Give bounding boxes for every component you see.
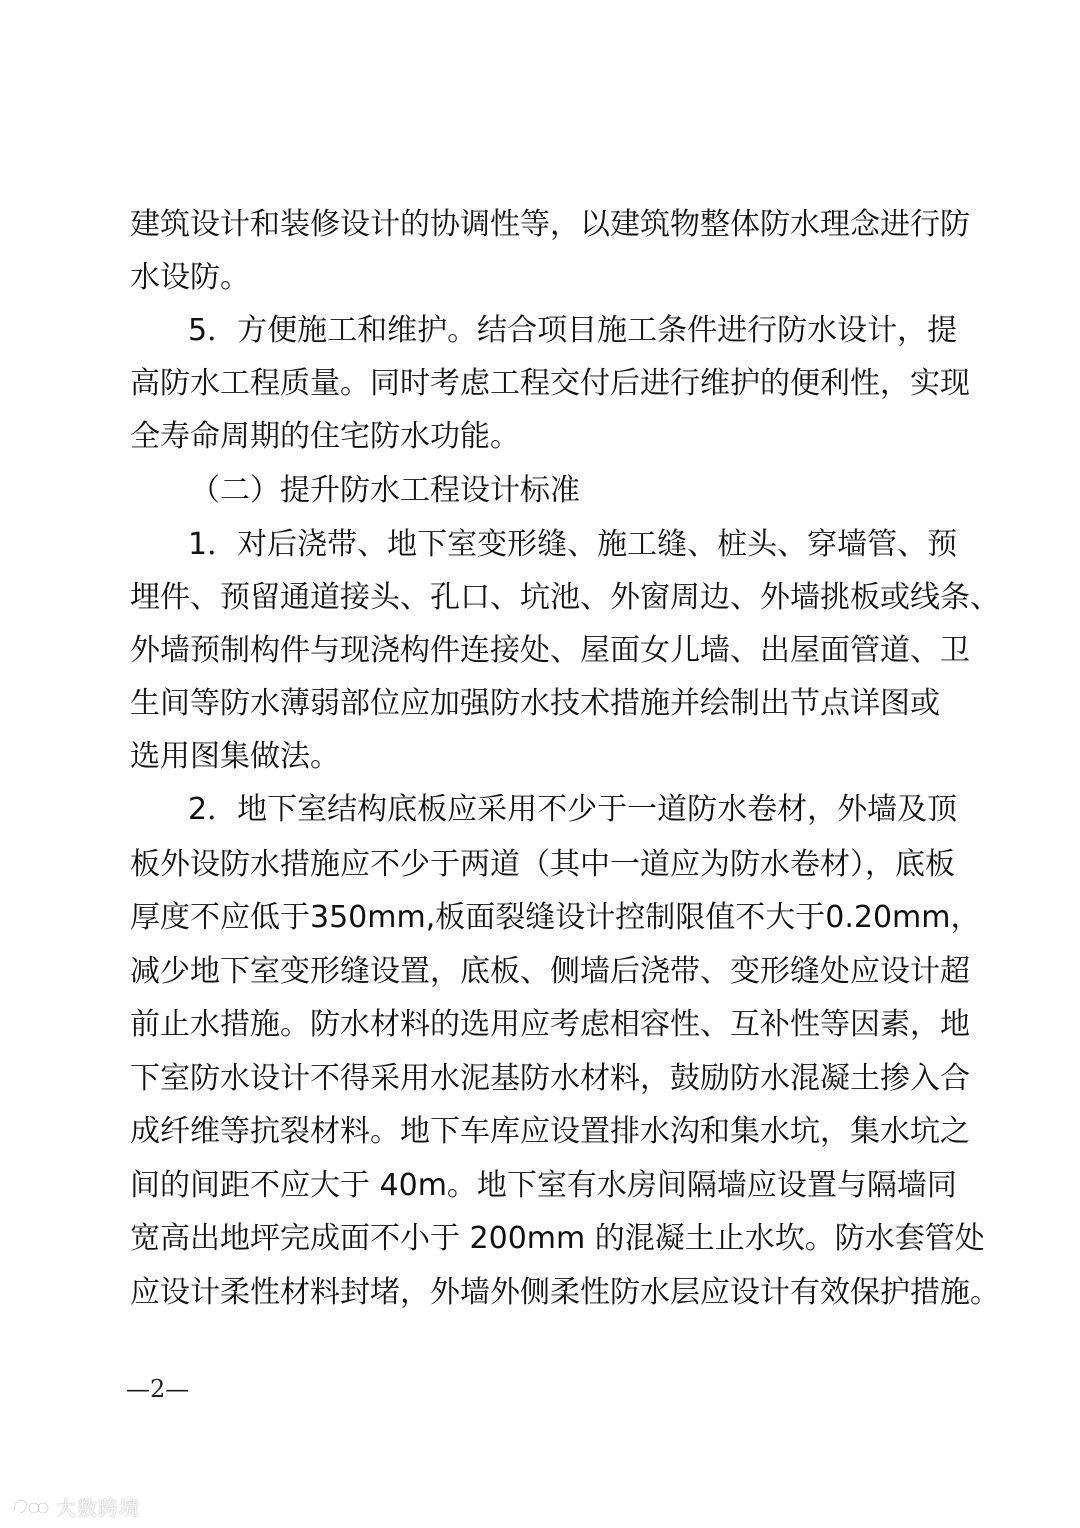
text-line: 外墙预制构件与现浇构件连接处、屋面女儿墙、出屋面管道、卫 [130, 633, 970, 668]
text-line: 成纤维等抗裂材料。地下车库应设置排水沟和集水坑，集水坑之 [130, 1114, 970, 1149]
section-heading: （二）提升防水工程设计标准 [190, 473, 580, 508]
text-line: 高防水工程质量。同时考虑工程交付后进行维护的便利性，实现 [130, 366, 970, 401]
text-line: 宽高出地坪完成面不小于 200mm 的混凝土止水坎。防水套管处 [130, 1221, 985, 1256]
text-line: 建筑设计和装修设计的协调性等，以建筑物整体防水理念进行防 [130, 207, 970, 242]
watermark-logo-icon [10, 1493, 50, 1519]
page-number: —2— [126, 1375, 190, 1403]
text-line: 水设防。 [130, 260, 250, 295]
text-line: 选用图集做法。 [130, 739, 340, 774]
text-line: 减少地下室变形缝设置，底板、侧墙后浇带、变形缝处应设计超 [130, 954, 970, 989]
watermark-text: 大数跨境 [56, 1495, 140, 1520]
text-line: 埋件、预留通道接头、孔口、坑池、外窗周边、外墙挑板或线条、 [130, 580, 1000, 615]
text-line: 全寿命周期的住宅防水功能。 [130, 419, 520, 454]
text-line: 间的间距不应大于 40m。地下室有水房间隔墙应设置与隔墙同 [130, 1168, 957, 1203]
text-line: 板外设防水措施应不少于两道（其中一道应为防水卷材），底板 [130, 847, 955, 882]
text-line: 前止水措施。防水材料的选用应考虑相容性、互补性等因素，地 [130, 1007, 970, 1042]
text-line: 生间等防水薄弱部位应加强防水技术措施并绘制出节点详图或 [130, 686, 940, 721]
text-line: 厚度不应低于350mm,板面裂缝设计控制限值不大于0.20mm， [130, 900, 981, 935]
text-line: 下室防水设计不得采用水泥基防水材料，鼓励防水混凝土掺入合 [130, 1061, 970, 1096]
paragraph-5-start: 5．方便施工和维护。结合项目施工条件进行防水设计，提 [188, 313, 958, 348]
paragraph-2-start: 2．地下室结构底板应采用不少于一道防水卷材，外墙及顶 [188, 792, 958, 827]
text-line: 应设计柔性材料封堵，外墙外侧柔性防水层应设计有效保护措施。 [130, 1275, 1000, 1310]
watermark [10, 1490, 140, 1522]
paragraph-1-start: 1．对后浇带、地下室变形缝、施工缝、桩头、穿墙管、预 [188, 527, 958, 562]
